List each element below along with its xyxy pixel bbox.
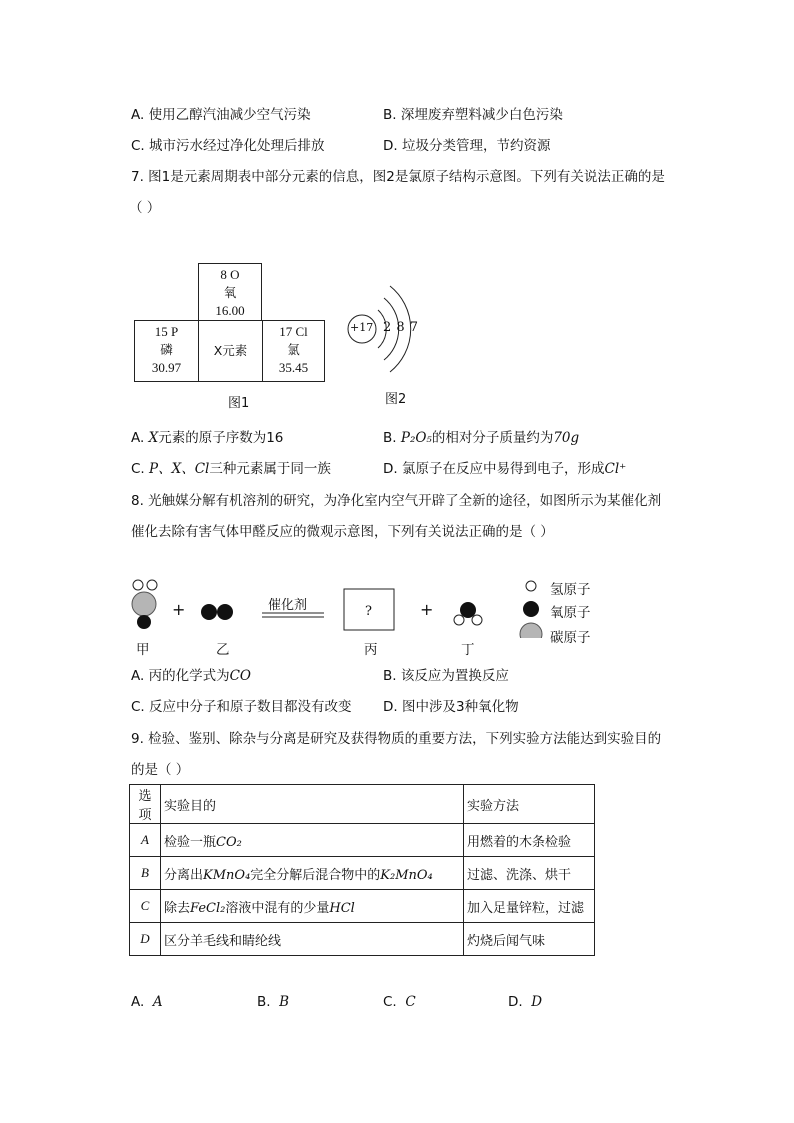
q7-option-d-prefix: D. bbox=[383, 461, 402, 477]
q7-option-c bbox=[131, 457, 331, 477]
jia-oxygen-atom bbox=[137, 615, 151, 629]
phosphorus-name: 磷 bbox=[160, 342, 173, 357]
q7-option-c-math: P、X、Cl bbox=[149, 461, 210, 477]
q8-stem-line2: 催化去除有害气体甲醛反应的微观示意图，下列有关说法正确的是（ ） bbox=[131, 524, 554, 540]
q9-stem-line1: 9. 检验、鉴别、除杂与分离是研究及获得物质的重要方法，下列实验方法能达到实验目的 bbox=[131, 731, 662, 747]
legend-carbon-symbol bbox=[520, 623, 542, 638]
table-row bbox=[130, 890, 595, 923]
table-row bbox=[130, 923, 595, 956]
ding-oxygen-atom bbox=[460, 602, 476, 618]
q9-option-d: D. D bbox=[508, 994, 543, 1010]
phosphorus-number-symbol: 15 P bbox=[154, 324, 179, 339]
q7-option-a-math: X bbox=[148, 430, 159, 446]
q7-option-d-text: 氯原子在反应中易得到电子，形成 bbox=[401, 461, 605, 477]
q7-option-b-text: 的相对分子质量约为 bbox=[431, 430, 554, 446]
row-d-purpose: 区分羊毛线和睛纶线 bbox=[161, 923, 464, 956]
oxygen-name: 氧 bbox=[223, 285, 237, 300]
row-a-formula: CO₂ bbox=[216, 834, 242, 850]
element-cell-phosphorus bbox=[134, 320, 199, 382]
header-method: 实验方法 bbox=[464, 785, 595, 824]
row-a-option: A bbox=[130, 824, 161, 857]
row-b-option: B bbox=[130, 857, 161, 890]
q9-stem-line2: 的是（ ） bbox=[131, 762, 190, 778]
q6-option-c: C. 城市污水经过净化处理后排放 bbox=[131, 138, 325, 154]
q6-option-b: B. 深埋废弃塑料减少白色污染 bbox=[383, 107, 563, 123]
phosphorus-mass: 30.97 bbox=[151, 360, 182, 375]
q7-option-a-text: 元素的原子序数为16 bbox=[158, 430, 284, 446]
q7-option-b-prefix: B. bbox=[383, 430, 401, 446]
row-b-method: 过滤、洗涤、烘干 bbox=[464, 857, 595, 890]
legend-oxygen-symbol bbox=[523, 601, 539, 617]
q7-option-c-prefix: C. bbox=[131, 461, 150, 477]
table-header-row bbox=[130, 785, 595, 824]
q7-option-d-math: Cl⁺ bbox=[604, 461, 627, 477]
element-cell-x bbox=[198, 320, 263, 382]
plus-sign-2: + bbox=[420, 600, 434, 619]
q9-option-b-letter: B bbox=[279, 994, 290, 1010]
q9-option-c: C. C bbox=[383, 994, 416, 1010]
q7-stem-line2: （ ） bbox=[129, 200, 161, 216]
q7-option-b bbox=[383, 426, 579, 446]
row-d-method: 灼烧后闻气味 bbox=[464, 923, 595, 956]
electron-counts: 2 8 7 bbox=[383, 320, 419, 335]
table-row bbox=[130, 824, 595, 857]
q8-option-c: C. 反应中分子和原子数目都没有改变 bbox=[131, 699, 352, 715]
q9-option-b: B. B bbox=[257, 994, 290, 1010]
yi-oxygen-atom-1 bbox=[201, 604, 217, 620]
nucleus-charge: +17 bbox=[350, 321, 374, 334]
jia-carbon-atom bbox=[132, 592, 156, 616]
unknown-product-mark: ? bbox=[365, 604, 372, 619]
label-bing: 丙 bbox=[364, 642, 378, 658]
ding-hydrogen-atom-2 bbox=[472, 615, 482, 625]
q9-option-c-letter: C bbox=[405, 994, 416, 1010]
ding-hydrogen-atom-1 bbox=[454, 615, 464, 625]
q7-stem-line1: 7. 图1是元素周期表中部分元素的信息，图2是氯原子结构示意图。下列有关说法正确的是 bbox=[131, 169, 665, 185]
header-purpose: 实验目的 bbox=[161, 785, 464, 824]
legend-hydrogen-symbol bbox=[526, 581, 536, 591]
q8-option-d: D. 图中涉及3种氧化物 bbox=[383, 699, 519, 715]
chlorine-mass: 35.45 bbox=[278, 360, 309, 375]
row-c-method: 加入足量锌粒，过滤 bbox=[464, 890, 595, 923]
jia-hydrogen-atom-2 bbox=[147, 580, 157, 590]
oxygen-mass: 16.00 bbox=[215, 303, 245, 318]
chlorine-number-symbol: 17 Cl bbox=[279, 324, 308, 339]
q7-option-a bbox=[131, 426, 283, 446]
catalyst-label: 催化剂 bbox=[268, 598, 308, 613]
q9-option-a-letter: A bbox=[152, 994, 163, 1010]
q7-option-d bbox=[383, 457, 626, 477]
legend-oxygen-label: 氧原子 bbox=[550, 605, 591, 621]
header-option: 选项 bbox=[130, 785, 161, 824]
row-d-option: D bbox=[130, 923, 161, 956]
q8-option-b: B. 该反应为置换反应 bbox=[383, 668, 509, 684]
q8-option-a-prefix: A. 丙的化学式为 bbox=[131, 668, 230, 684]
x-element-name: X元素 bbox=[213, 343, 248, 358]
row-c-formula-2: HCl bbox=[329, 900, 355, 916]
row-c-formula-1: FeCl₂ bbox=[190, 900, 226, 916]
q7-option-c-text: 三种元素属于同一族 bbox=[209, 461, 331, 477]
figure1-caption: 图1 bbox=[228, 396, 250, 411]
row-b-formula-2: K₂MnO₄ bbox=[380, 867, 433, 883]
row-b-purpose bbox=[161, 857, 464, 890]
element-cell-oxygen bbox=[198, 263, 262, 321]
experiment-table bbox=[129, 784, 595, 956]
q7-option-a-prefix: A. bbox=[131, 430, 149, 446]
chlorine-name: 氯 bbox=[287, 342, 300, 357]
oxygen-number-symbol: 8 O bbox=[220, 267, 240, 282]
q7-option-b-math: P₂O₅ bbox=[400, 430, 432, 446]
jia-hydrogen-atom-1 bbox=[133, 580, 143, 590]
q7-option-b-math2: 70g bbox=[553, 430, 580, 446]
row-c-option: C bbox=[130, 890, 161, 923]
row-b-text-1: 分离出 bbox=[164, 867, 204, 883]
label-ding: 丁 bbox=[461, 642, 475, 658]
element-cell-chlorine bbox=[262, 320, 325, 382]
row-c-text-1: 除去 bbox=[164, 900, 191, 916]
q8-option-a bbox=[131, 664, 251, 684]
q9-option-d-letter: D bbox=[531, 994, 543, 1010]
yi-oxygen-atom-2 bbox=[217, 604, 233, 620]
q6-option-d: D. 垃圾分类管理，节约资源 bbox=[383, 138, 551, 154]
row-c-text-2: 溶液中混有的少量 bbox=[225, 900, 330, 916]
figure2-caption: 图2 bbox=[385, 392, 407, 407]
row-a-purpose bbox=[161, 824, 464, 857]
q9-option-a: A. A bbox=[131, 994, 163, 1010]
q8-stem-line1: 8. 光触媒分解有机溶剂的研究，为净化室内空气开辟了全新的途径，如图所示为某催化剂 bbox=[131, 493, 662, 509]
row-b-formula-1: KMnO₄ bbox=[203, 867, 251, 883]
table-row bbox=[130, 857, 595, 890]
label-yi: 乙 bbox=[216, 642, 230, 658]
plus-sign-1: + bbox=[172, 600, 186, 619]
row-a-text: 检验一瓶 bbox=[164, 834, 217, 850]
legend-hydrogen-label: 氢原子 bbox=[550, 582, 591, 598]
row-c-purpose bbox=[161, 890, 464, 923]
legend-carbon-label: 碳原子 bbox=[550, 630, 591, 646]
q8-option-a-math: CO bbox=[229, 668, 251, 684]
row-a-method: 用燃着的木条检验 bbox=[464, 824, 595, 857]
row-b-text-2: 完全分解后混合物中的 bbox=[250, 867, 381, 883]
label-jia: 甲 bbox=[136, 642, 150, 658]
q6-option-a: A. 使用乙醇汽油减少空气污染 bbox=[131, 107, 311, 123]
